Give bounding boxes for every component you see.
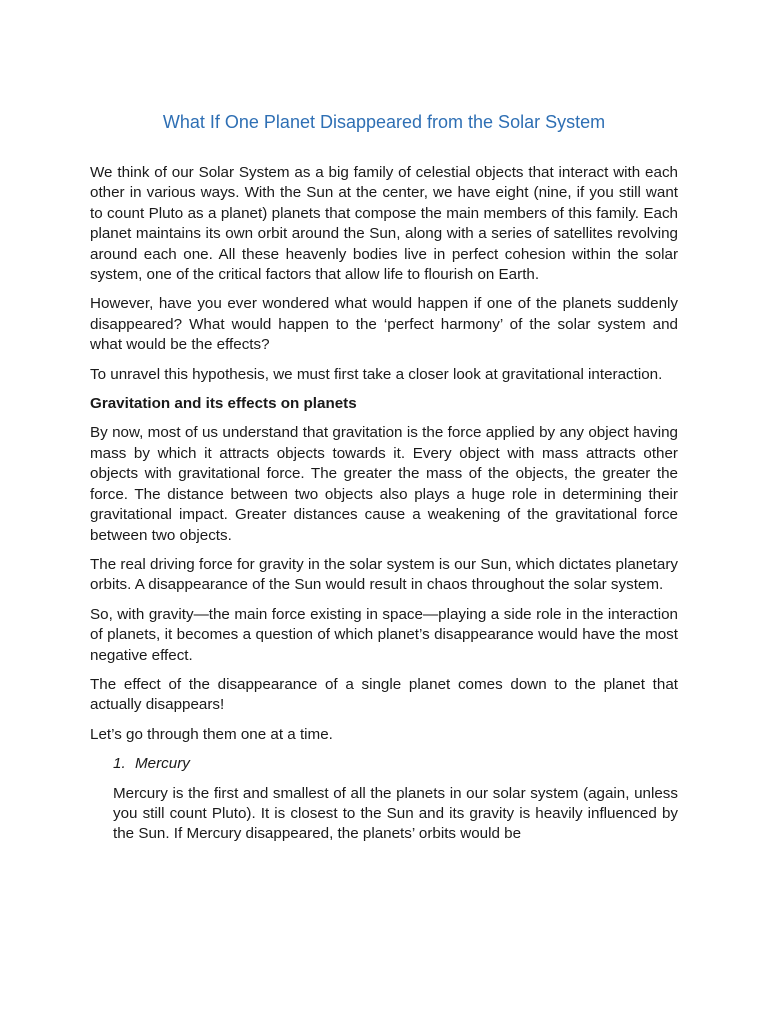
paragraph-effect: The effect of the disappearance of a single planet comes down to the planet that actually disappears! <box>90 675 678 714</box>
list-item-number: 1. <box>113 755 126 773</box>
section-heading: Gravitation and its effects on planets <box>90 395 357 413</box>
document-body <box>90 163 678 845</box>
document-title: What If One Planet Disappeared from the Solar System <box>162 112 606 132</box>
paragraph-gravitation: By now, most of us understand that gravitation is the force applied by any object having mass by which it attracts objects towards it. Every object with mass attracts other objects with gravitational force. The greater the mass of the objects, the greater the force. The distance between two objects also plays a huge role in determining their gravitational impact. Greater distances cause a weakening of the gravitational force between two objects. <box>90 424 678 544</box>
document-page <box>90 0 678 854</box>
paragraph-question: However, have you ever wondered what would happen if one of the planets suddenly disappeared? What would happen to the ‘perfect harmony’ of the solar system and what would be the effects? <box>90 295 678 354</box>
paragraph-intro: We think of our Solar System as a big family of celestial objects that interact with each other in various ways. With the Sun at the center, we have eight (nine, if you still want to count Pluto as a planet) planets that compose the main members of this family. Each planet maintains its own orbit around the Sun, along with a series of satellites revolving around each one. All these heavenly bodies live in perfect cohesion within the solar system, one of the critical factors that allow life to flourish on Earth. <box>90 164 678 284</box>
paragraph-mercury: Mercury is the first and smallest of all the planets in our solar system (again, unless you still count Pluto). It is closest to the Sun and its gravity is heavily influenced by the Sun. If Mercury disappeared, the planets’ orbits would be <box>113 784 678 843</box>
paragraph-side-role: So, with gravity—the main force existing in space—playing a side role in the interaction of planets, it becomes a question of which planet’s disappearance would have the most negative effect. <box>90 605 678 664</box>
paragraph-sun-gravity: The real driving force for gravity in the solar system is our Sun, which dictates planetary orbits. A disappearance of the Sun would result in chaos throughout the solar system. <box>90 555 678 594</box>
list-item-label: Mercury <box>135 755 190 773</box>
paragraph-hypothesis: To unravel this hypothesis, we must first take a closer look at gravitational interaction. <box>90 365 663 383</box>
list-item-mercury <box>90 754 678 774</box>
paragraph-one-at-a-time: Let’s go through them one at a time. <box>90 725 333 743</box>
